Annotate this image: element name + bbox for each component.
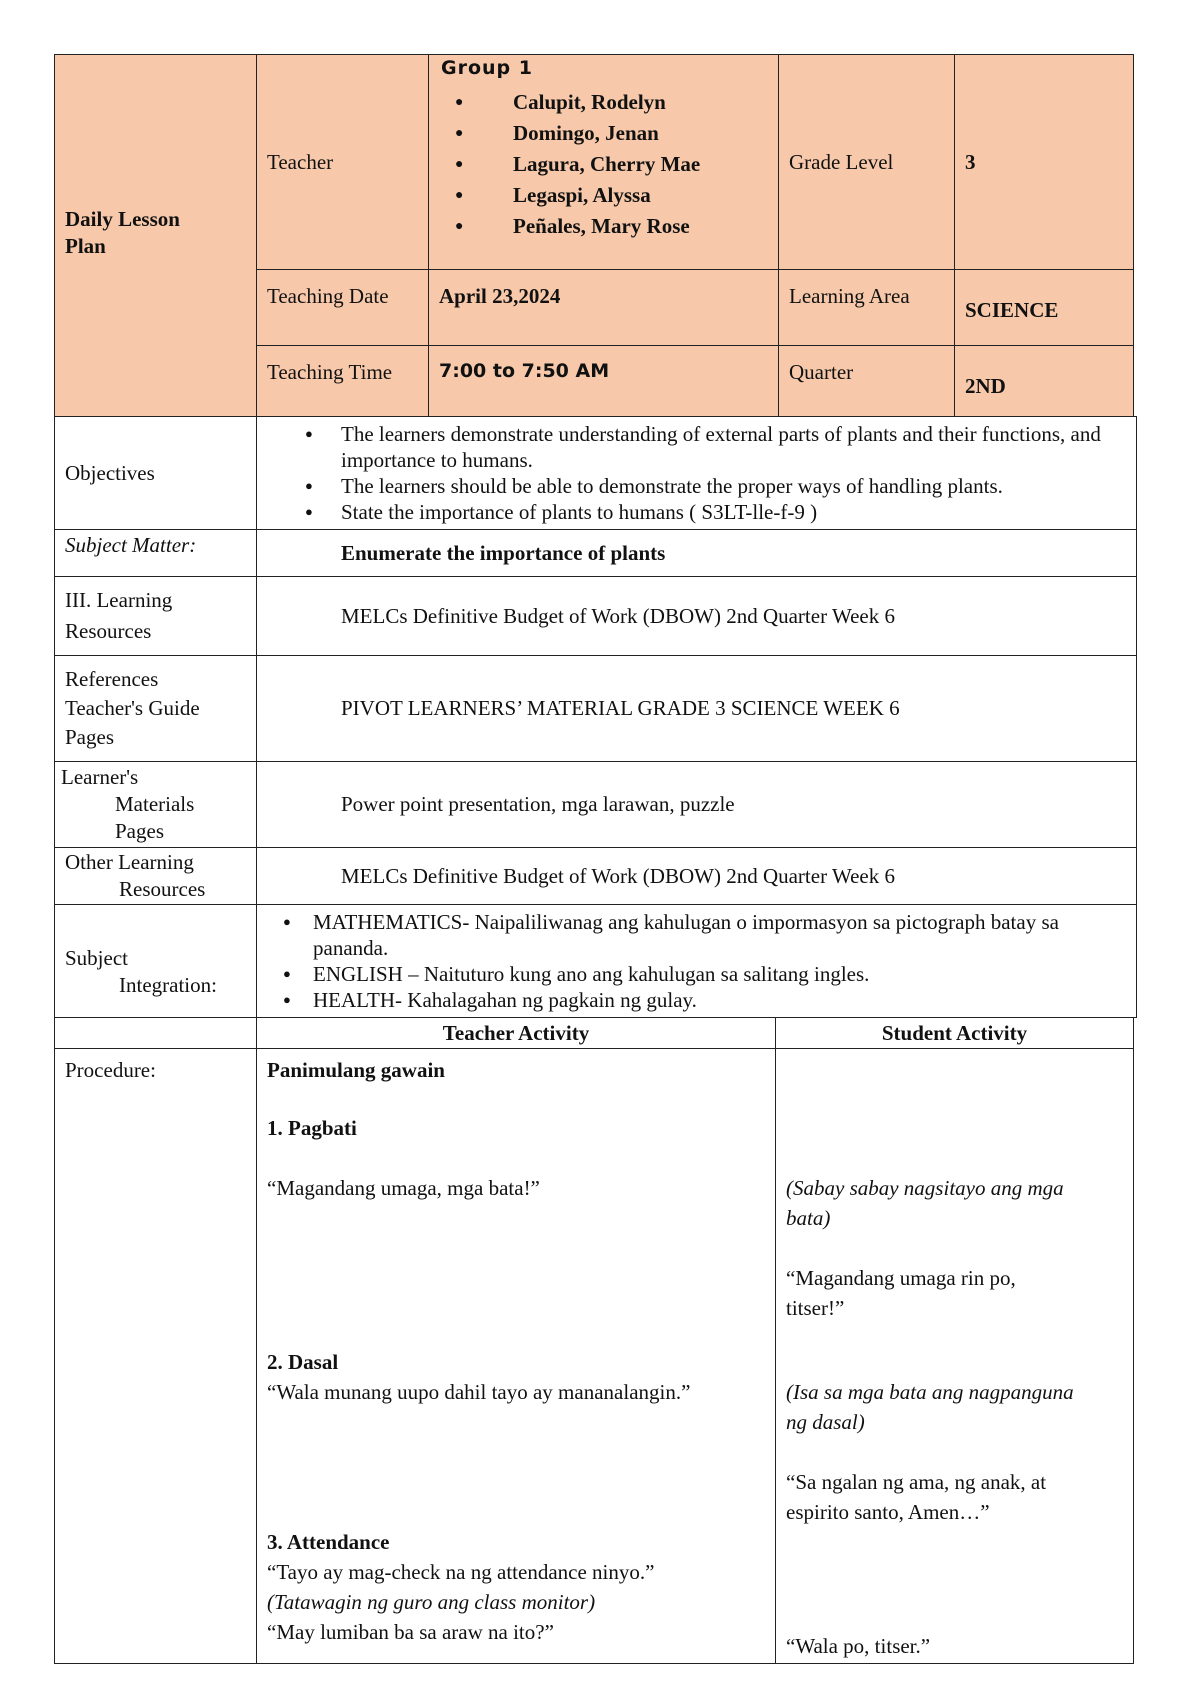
student-line: espirito santo, Amen…” — [786, 1500, 990, 1524]
references-label-line: Teacher's Guide — [65, 696, 200, 720]
member-item: ● Peñales, Mary Rose — [429, 211, 778, 242]
member-list — [429, 87, 778, 242]
learning-area-label: Learning Area — [789, 284, 910, 308]
teacher-cell — [429, 55, 779, 270]
learners-materials-label-line: Materials — [115, 792, 195, 816]
student-activity-cell — [776, 1049, 1134, 1664]
page-title: Daily Lesson Plan — [65, 206, 180, 258]
learners-materials-label — [55, 764, 256, 845]
teaching-time-label: Teaching Time — [267, 360, 393, 384]
integration-cell — [257, 905, 1137, 1018]
other-resources-value: MELCs Definitive Budget of Work (DBOW) 2nd Quarter Week 6 — [341, 863, 895, 888]
quarter-label: Quarter — [789, 360, 854, 384]
teaching-time-label-cell — [257, 346, 429, 417]
learners-materials-label-line: Learner's — [61, 765, 139, 789]
student-line: “Wala po, titser.” — [786, 1634, 931, 1658]
references-cell — [257, 656, 1137, 762]
procedure-label: Procedure: — [65, 1058, 156, 1082]
attendance-line: “Tayo ay mag-check na ng attendance ninyo.” — [267, 1560, 655, 1584]
references-label-line: Pages — [65, 725, 114, 749]
teaching-time-cell — [429, 346, 779, 417]
objectives-label: Objectives — [65, 460, 155, 485]
member-item: ● Domingo, Jenan — [429, 118, 778, 149]
teaching-date-value: April 23,2024 — [439, 284, 561, 308]
group-title: Group 1 — [441, 57, 533, 79]
student-line: ng dasal) — [786, 1410, 865, 1434]
attendance-question: “May lumiban ba sa araw na ito?” — [267, 1620, 554, 1644]
integration-list — [257, 909, 1136, 1013]
teacher-label-cell — [257, 55, 429, 270]
subject-matter-value: Enumerate the importance of plants — [341, 540, 666, 565]
attendance-title: 3. Attendance — [267, 1530, 390, 1554]
procedure-label-cell — [55, 1049, 257, 1664]
learning-area-label-cell — [779, 270, 955, 346]
student-activity-header: Student Activity — [776, 1018, 1134, 1049]
student-line: titser!” — [786, 1296, 845, 1320]
teacher-activity-cell — [257, 1049, 776, 1664]
references-value: PIVOT LEARNERS’ MATERIAL GRADE 3 SCIENCE WEEK 6 — [341, 696, 900, 720]
learners-materials-value: Power point presentation, mga larawan, puzzle — [341, 792, 735, 816]
member-item: ● Lagura, Cherry Mae — [429, 149, 778, 180]
learning-resources-label-line: III. Learning — [65, 588, 173, 612]
objective-item: ● The learners should be able to demonstrate the proper ways of handling plants. — [257, 473, 1136, 499]
subject-matter-label: Subject Matter: — [65, 533, 197, 557]
other-resources-cell — [257, 848, 1137, 905]
grade-level-value: 3 — [965, 149, 976, 174]
learning-resources-cell — [257, 577, 1137, 656]
teaching-time-value: 7:00 to 7:50 AM — [439, 360, 610, 382]
learning-resources-label — [55, 585, 256, 647]
teaching-date-cell — [429, 270, 779, 346]
dasal-title: 2. Dasal — [267, 1350, 339, 1374]
member-item: ● Calupit, Rodelyn — [429, 87, 778, 118]
student-line: “Sa ngalan ng ama, ng anak, at — [786, 1470, 1047, 1494]
student-line: (Sabay sabay nagsitayo ang mga — [786, 1176, 1064, 1200]
header-table — [54, 54, 1134, 417]
teacher-label: Teacher — [267, 149, 334, 174]
integration-label-cell — [55, 905, 257, 1018]
integration-item: ● MATHEMATICS- Naipaliliwanag ang kahulugan o impormasyon sa pictograph batay sa pananda. — [257, 909, 1106, 961]
other-resources-label-line: Other Learning — [65, 850, 194, 874]
grade-level-cell — [955, 55, 1134, 270]
objective-item: ● State the importance of plants to humans ( S3LT-lle-f-9 ) — [257, 499, 1136, 525]
learners-materials-label-cell — [55, 762, 257, 848]
learners-materials-label-line: Pages — [115, 819, 164, 843]
other-resources-label — [55, 849, 256, 903]
other-resources-label-cell — [55, 848, 257, 905]
student-line: “Magandang umaga rin po, — [786, 1266, 1016, 1290]
teaching-date-label-cell — [257, 270, 429, 346]
subject-matter-cell — [257, 530, 1137, 577]
integration-item: ● HEALTH- Kahalagahan ng pagkain ng gulay. — [257, 987, 1106, 1013]
objectives-list — [257, 421, 1136, 525]
learners-materials-cell — [257, 762, 1137, 848]
quarter-value: 2ND — [965, 374, 1006, 398]
student-line: bata) — [786, 1206, 831, 1230]
intro-title: Panimulang gawain — [267, 1058, 445, 1082]
grade-level-label-cell — [779, 55, 955, 270]
subject-matter-label-cell — [55, 530, 257, 577]
dasal-line: “Wala munang uupo dahil tayo ay mananalangin.” — [267, 1380, 691, 1404]
integration-item: ● ENGLISH – Naituturo kung ano ang kahulugan sa salitang ingles. — [257, 961, 1106, 987]
integration-label-line: Subject — [65, 946, 128, 970]
learning-resources-label-line: Resources — [65, 619, 152, 643]
member-item: ● Legaspi, Alyssa — [429, 180, 778, 211]
references-label — [55, 665, 256, 752]
pagbati-line: “Magandang umaga, mga bata!” — [267, 1176, 540, 1200]
quarter-label-cell — [779, 346, 955, 417]
procedure-table — [54, 1017, 1134, 1664]
attendance-note: (Tatawagin ng guro ang class monitor) — [267, 1590, 596, 1614]
details-table — [54, 416, 1137, 1018]
teacher-activity-header: Teacher Activity — [257, 1018, 776, 1049]
teaching-date-label: Teaching Date — [267, 284, 389, 308]
learning-area-value: SCIENCE — [965, 298, 1059, 322]
references-label-cell — [55, 656, 257, 762]
student-line: (Isa sa mga bata ang nagpanguna — [786, 1380, 1074, 1404]
grade-level-label: Grade Level — [789, 149, 894, 174]
learning-area-cell — [955, 270, 1134, 346]
quarter-cell — [955, 346, 1134, 417]
other-resources-label-line: Resources — [119, 877, 206, 901]
references-label-line: References — [65, 667, 159, 691]
objectives-cell — [257, 417, 1137, 530]
objective-item: ● The learners demonstrate understanding of external parts of plants and their functions, and importance to humans. — [257, 421, 1136, 473]
objectives-label-cell — [55, 417, 257, 530]
learning-resources-value: MELCs Definitive Budget of Work (DBOW) 2nd Quarter Week 6 — [341, 603, 895, 628]
integration-label — [55, 923, 256, 999]
learning-resources-label-cell — [55, 577, 257, 656]
title-cell — [55, 55, 257, 417]
procedure-header-blank — [55, 1018, 257, 1049]
pagbati-title: 1. Pagbati — [267, 1116, 357, 1140]
integration-label-line: Integration: — [119, 973, 217, 997]
